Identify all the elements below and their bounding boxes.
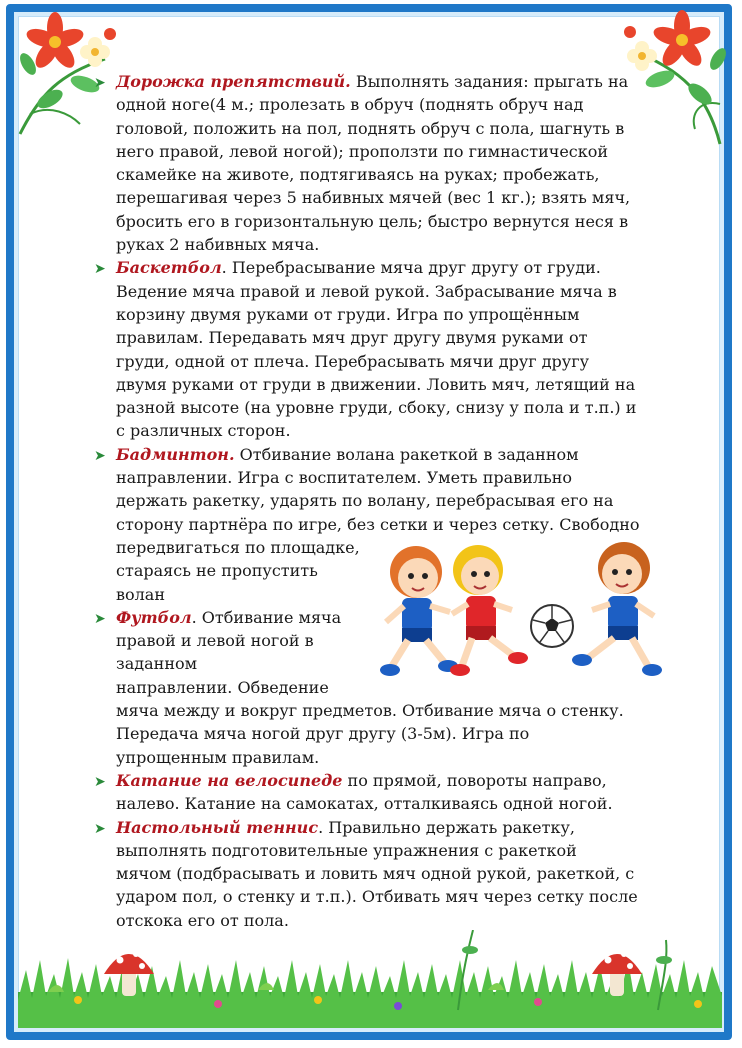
item-first-line xyxy=(116,256,682,279)
arrow-bullet-icon: ➤ xyxy=(94,610,106,627)
item-line: скамейке на животе, подтягиваясь на руках; пробежать, xyxy=(116,165,600,185)
list-item-table-tennis xyxy=(92,816,682,932)
item-term: Настольный теннис xyxy=(116,817,319,837)
item-line: отскока его от пола. xyxy=(116,910,289,930)
item-line: мяча между и вокруг предметов. Отбивание мяча о стенку. xyxy=(116,701,624,721)
item-first-line xyxy=(116,769,682,792)
item-line: корзину двумя руками от груди. Игра по упрощённым xyxy=(116,304,580,324)
item-line: с различных сторон. xyxy=(116,421,291,441)
item-term: Дорожка препятствий. xyxy=(116,72,351,91)
item-line: упрощенным правилам. xyxy=(116,747,320,767)
item-line: ударом пол, о стенку и т.п.). Отбивать мяч через сетку после xyxy=(116,887,638,907)
arrow-bullet-icon: ➤ xyxy=(94,75,106,91)
item-first-line xyxy=(116,70,682,93)
item-line: волан xyxy=(116,584,166,604)
item-line: правилам. Передавать мяч друг другу двумя руками от xyxy=(116,328,588,348)
arrow-bullet-icon: ➤ xyxy=(94,820,106,837)
grass-border xyxy=(18,930,722,1028)
item-line: выполнять подготовительные упражнения с ракеткой xyxy=(116,840,577,860)
item-line: головой, положить на пол, поднять обруч с пола, шагнуть в xyxy=(116,118,625,138)
list-item-basketball xyxy=(92,256,682,442)
item-term: Футбол xyxy=(116,607,192,627)
item-first-text: Отбивание волана ракеткой в заданном xyxy=(234,444,579,464)
item-line: направлении. Обведение xyxy=(116,677,329,697)
list-item-obstacle-course xyxy=(92,70,682,256)
arrow-bullet-icon: ➤ xyxy=(94,261,106,278)
item-line: заданном xyxy=(116,654,198,674)
item-first-line xyxy=(116,816,682,839)
item-line: перешагивая через 5 набивных мячей (вес 1 кг.); взять мяч, xyxy=(116,188,631,208)
item-first-text: . Перебрасывание мяча друг другу от груди. xyxy=(221,258,601,278)
item-line: разной высоте (на уровне груди, сбоку, снизу у пола и т.п.) и xyxy=(116,398,637,418)
item-line: правой и левой ногой в xyxy=(116,631,314,651)
item-first-text: . Правильно держать ракетку, xyxy=(318,817,575,837)
list-item-football xyxy=(92,606,682,769)
item-line: него правой, левой ногой); проползти по гимнастической xyxy=(116,141,609,161)
item-line: Передача мяча ногой друг другу (3-5м). Игра по xyxy=(116,724,530,744)
item-line: передвигаться по площадке, xyxy=(116,537,360,557)
item-line: стараясь не пропустить xyxy=(116,561,318,581)
item-line: направлении. Игра с воспитателем. Уметь правильно xyxy=(116,468,573,488)
item-line: Ведение мяча правой и левой рукой. Забрасывание мяча в xyxy=(116,281,617,301)
item-line: налево. Катание на самокатах, отталкиваясь одной ногой. xyxy=(116,794,613,814)
item-term: Бадминтон. xyxy=(116,444,235,464)
item-first-text: по прямой, повороты направо, xyxy=(342,770,607,790)
item-line: груди, одной от плеча. Перебрасывать мячи друг другу xyxy=(116,351,589,371)
item-first-line xyxy=(116,606,682,629)
item-line: руках 2 набивных мяча. xyxy=(116,235,320,255)
item-line: бросить его в горизонтальную цель; быстро вернутся неся в xyxy=(116,211,629,231)
list-item-badminton xyxy=(92,443,682,606)
item-line: одной ноге(4 м.; пролезать в обруч (поднять обруч над xyxy=(116,95,584,115)
item-first-line xyxy=(116,443,682,466)
item-term: Катание на велосипеде xyxy=(116,770,343,790)
arrow-bullet-icon: ➤ xyxy=(94,447,106,464)
item-term: Баскетбол xyxy=(116,258,222,278)
item-line: держать ракетку, ударять по волану, перебрасывая его на xyxy=(116,491,614,511)
item-line: двумя руками от груди в движении. Ловить мяч, летящий на xyxy=(116,374,636,394)
item-first-text: Выполнять задания: прыгать на xyxy=(350,72,629,91)
item-line: мячом (подбрасывать и ловить мяч одной рукой, ракеткой, с xyxy=(116,864,635,884)
list-item-cycling xyxy=(92,769,682,816)
item-first-text: . Отбивание мяча xyxy=(191,607,342,627)
activities-list xyxy=(92,70,682,932)
arrow-bullet-icon: ➤ xyxy=(94,773,106,790)
item-line: сторону партнёра по игре, без сетки и через сетку. Свободно xyxy=(116,514,640,534)
